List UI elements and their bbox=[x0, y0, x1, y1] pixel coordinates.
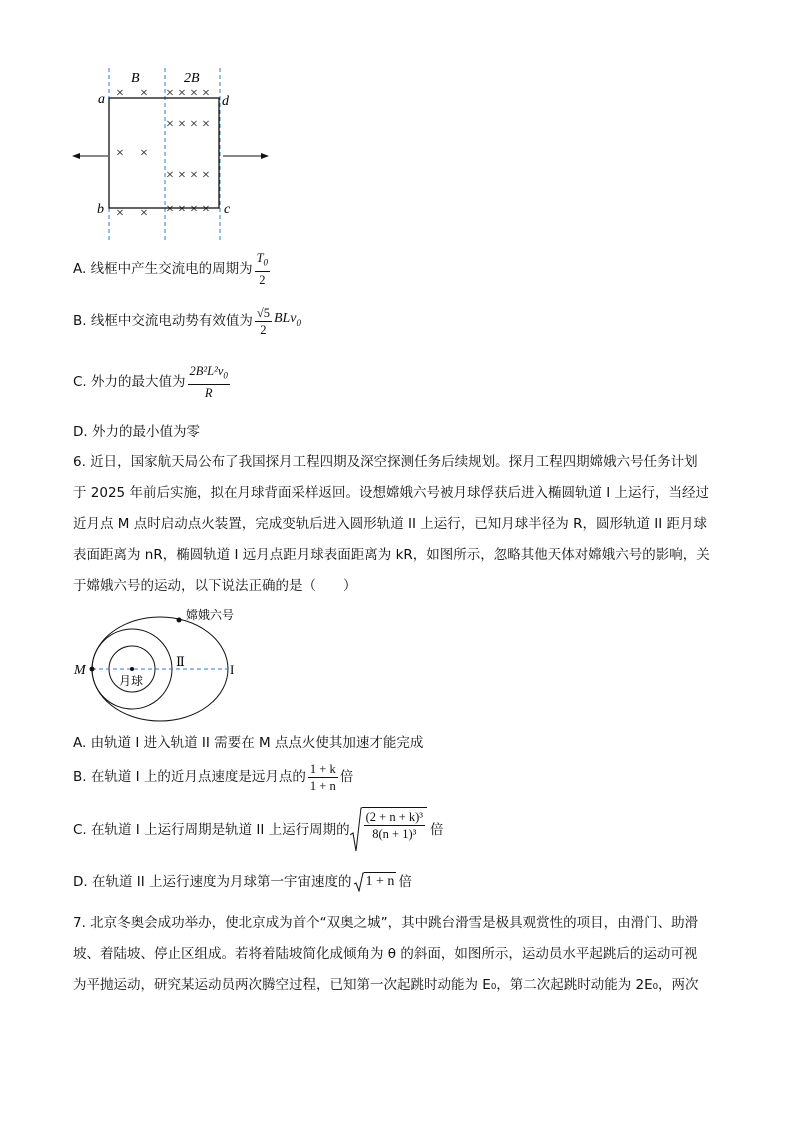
q6-stem-line-5: 于嫦娥六号的运动，以下说法正确的是（ ） bbox=[73, 578, 357, 594]
q5-option-a-fraction: $\frac{T_0}{2}$ bbox=[256, 251, 269, 287]
q5-option-b-tail: BLv$_0$ bbox=[273, 311, 302, 328]
svg-text:×: × bbox=[178, 202, 186, 217]
corner-b: b bbox=[97, 202, 104, 217]
radical-sign-icon bbox=[354, 872, 364, 892]
q5-option-c-text: C. 外力的最大值为 bbox=[73, 374, 186, 390]
crosses-region-B bbox=[116, 86, 148, 221]
svg-text:×: × bbox=[178, 168, 186, 183]
q5-option-c-fraction: $\frac{2B^2L^2v_0}{R}$ bbox=[189, 364, 228, 400]
q6-option-c bbox=[73, 805, 444, 855]
q6-option-c-text: C. 在轨道 I 上运行周期是轨道 II 上运行周期的 bbox=[73, 822, 350, 838]
q5-option-b-fraction: $\frac{√5}{2}$ bbox=[256, 305, 270, 337]
arrow-left-head bbox=[72, 153, 80, 159]
point-M-label: M bbox=[74, 663, 86, 678]
q6-option-c-tail: 倍 bbox=[430, 822, 444, 838]
corner-a: a bbox=[98, 92, 105, 107]
svg-text:×: × bbox=[140, 146, 148, 161]
orbit-figure bbox=[68, 603, 248, 723]
orbit-I-label: I bbox=[230, 662, 235, 677]
moon-center-dot bbox=[130, 667, 134, 671]
label-B: B bbox=[131, 71, 140, 86]
q6-option-b-tail: 倍 bbox=[339, 769, 354, 785]
svg-text:×: × bbox=[116, 206, 124, 221]
arrow-right-head bbox=[261, 153, 269, 159]
svg-text:×: × bbox=[190, 168, 198, 183]
q6-option-d-text: D. 在轨道 II 上运行速度为月球第一宇宙速度的 bbox=[73, 874, 352, 890]
svg-text:×: × bbox=[140, 206, 148, 221]
svg-text:×: × bbox=[116, 86, 124, 101]
q6-option-b-text: B. 在轨道 I 上的近月点速度是远月点的 bbox=[73, 769, 306, 785]
q5-option-a-text: A. 线框中产生交流电的周期为 bbox=[73, 261, 253, 277]
q6-stem bbox=[73, 447, 733, 602]
q7-stem-line-3: 为平抛运动，研究某运动员两次腾空过程，已知第一次起跳时动能为 E₀，第二次起跳时动能为 2E₀，两次 bbox=[73, 977, 699, 993]
corner-d: d bbox=[222, 94, 229, 109]
svg-text:×: × bbox=[202, 117, 210, 132]
svg-text:×: × bbox=[202, 86, 210, 101]
q6-stem-line-1: 6. 近日，国家航天局公布了我国探月工程四期及深空探测任务后续规划。探月工程四期嫦娥六号任务计划 bbox=[73, 454, 698, 470]
svg-text:×: × bbox=[140, 86, 148, 101]
q5-option-d: D. 外力的最小值为零 bbox=[73, 424, 200, 440]
q6-option-c-sqrt: $\frac{\text{(2 + n + k)³}}{\text{8(n + 1)³}}$ bbox=[350, 807, 427, 853]
q5-option-b-text: B. 线框中交流电动势有效值为 bbox=[73, 313, 253, 329]
svg-text:×: × bbox=[166, 202, 174, 217]
q6-option-b bbox=[73, 756, 353, 798]
label-2B: 2B bbox=[184, 71, 200, 86]
svg-text:×: × bbox=[190, 202, 198, 217]
svg-text:×: × bbox=[190, 117, 198, 132]
svg-text:×: × bbox=[178, 117, 186, 132]
q6-option-b-fraction: $\frac{1 + k}{1 + n}$ bbox=[309, 761, 336, 793]
q6-option-a: A. 由轨道 I 进入轨道 II 需要在 M 点点火使其加速才能完成 bbox=[73, 735, 424, 751]
moon-label: 月球 bbox=[119, 674, 144, 688]
q7-stem bbox=[73, 908, 733, 1001]
satellite-label: 嫦娥六号 bbox=[186, 608, 235, 622]
crosses-region-2B bbox=[166, 86, 210, 217]
q5-option-b bbox=[73, 301, 301, 341]
corner-c: c bbox=[224, 202, 231, 217]
svg-text:×: × bbox=[166, 117, 174, 132]
svg-text:×: × bbox=[166, 168, 174, 183]
svg-text:×: × bbox=[166, 86, 174, 101]
orbit-II-label: Ⅱ bbox=[176, 654, 185, 669]
q5-option-c bbox=[73, 362, 232, 402]
q7-stem-line-2: 坡、着陆坡、停止区组成。若将着陆坡简化成倾角为 θ 的斜面，如图所示，运动员水平起跳后的运动可视 bbox=[73, 946, 698, 962]
q6-stem-line-2: 于 2025 年前后实施，拟在月球背面采样返回。设想嫦娥六号被月球俘获后进入椭圆轨道 I 上运行，当经过 bbox=[73, 485, 710, 501]
q6-option-d-sqrt: 1 + n bbox=[354, 872, 397, 892]
q6-stem-line-4: 表面距离为 nR，椭圆轨道 I 远月点距月球表面距离为 kR，如图所示，忽略其他天体对嫦娥六号的影响，关 bbox=[73, 547, 710, 563]
radical-sign-icon bbox=[350, 807, 362, 853]
wire-frame bbox=[109, 98, 219, 208]
svg-text:×: × bbox=[190, 86, 198, 101]
svg-text:×: × bbox=[116, 146, 124, 161]
svg-text:×: × bbox=[202, 202, 210, 217]
magnetic-field-figure bbox=[60, 60, 280, 245]
q6-stem-line-3: 近月点 M 点时启动点火装置，完成变轨后进入圆形轨道 II 上运行，已知月球半径为 R，圆形轨道 II 距月球 bbox=[73, 516, 707, 532]
point-M-dot bbox=[90, 667, 95, 672]
q6-option-d bbox=[73, 870, 412, 894]
svg-text:×: × bbox=[178, 86, 186, 101]
satellite-dot bbox=[177, 618, 182, 623]
q6-option-d-tail: 倍 bbox=[398, 874, 412, 890]
q7-stem-line-1: 7. 北京冬奥会成功举办，使北京成为首个“双奥之城”，其中跳台滑雪是极具观赏性的项目，由滑门、助滑 bbox=[73, 915, 699, 931]
q5-option-a bbox=[73, 252, 272, 286]
svg-text:×: × bbox=[202, 168, 210, 183]
